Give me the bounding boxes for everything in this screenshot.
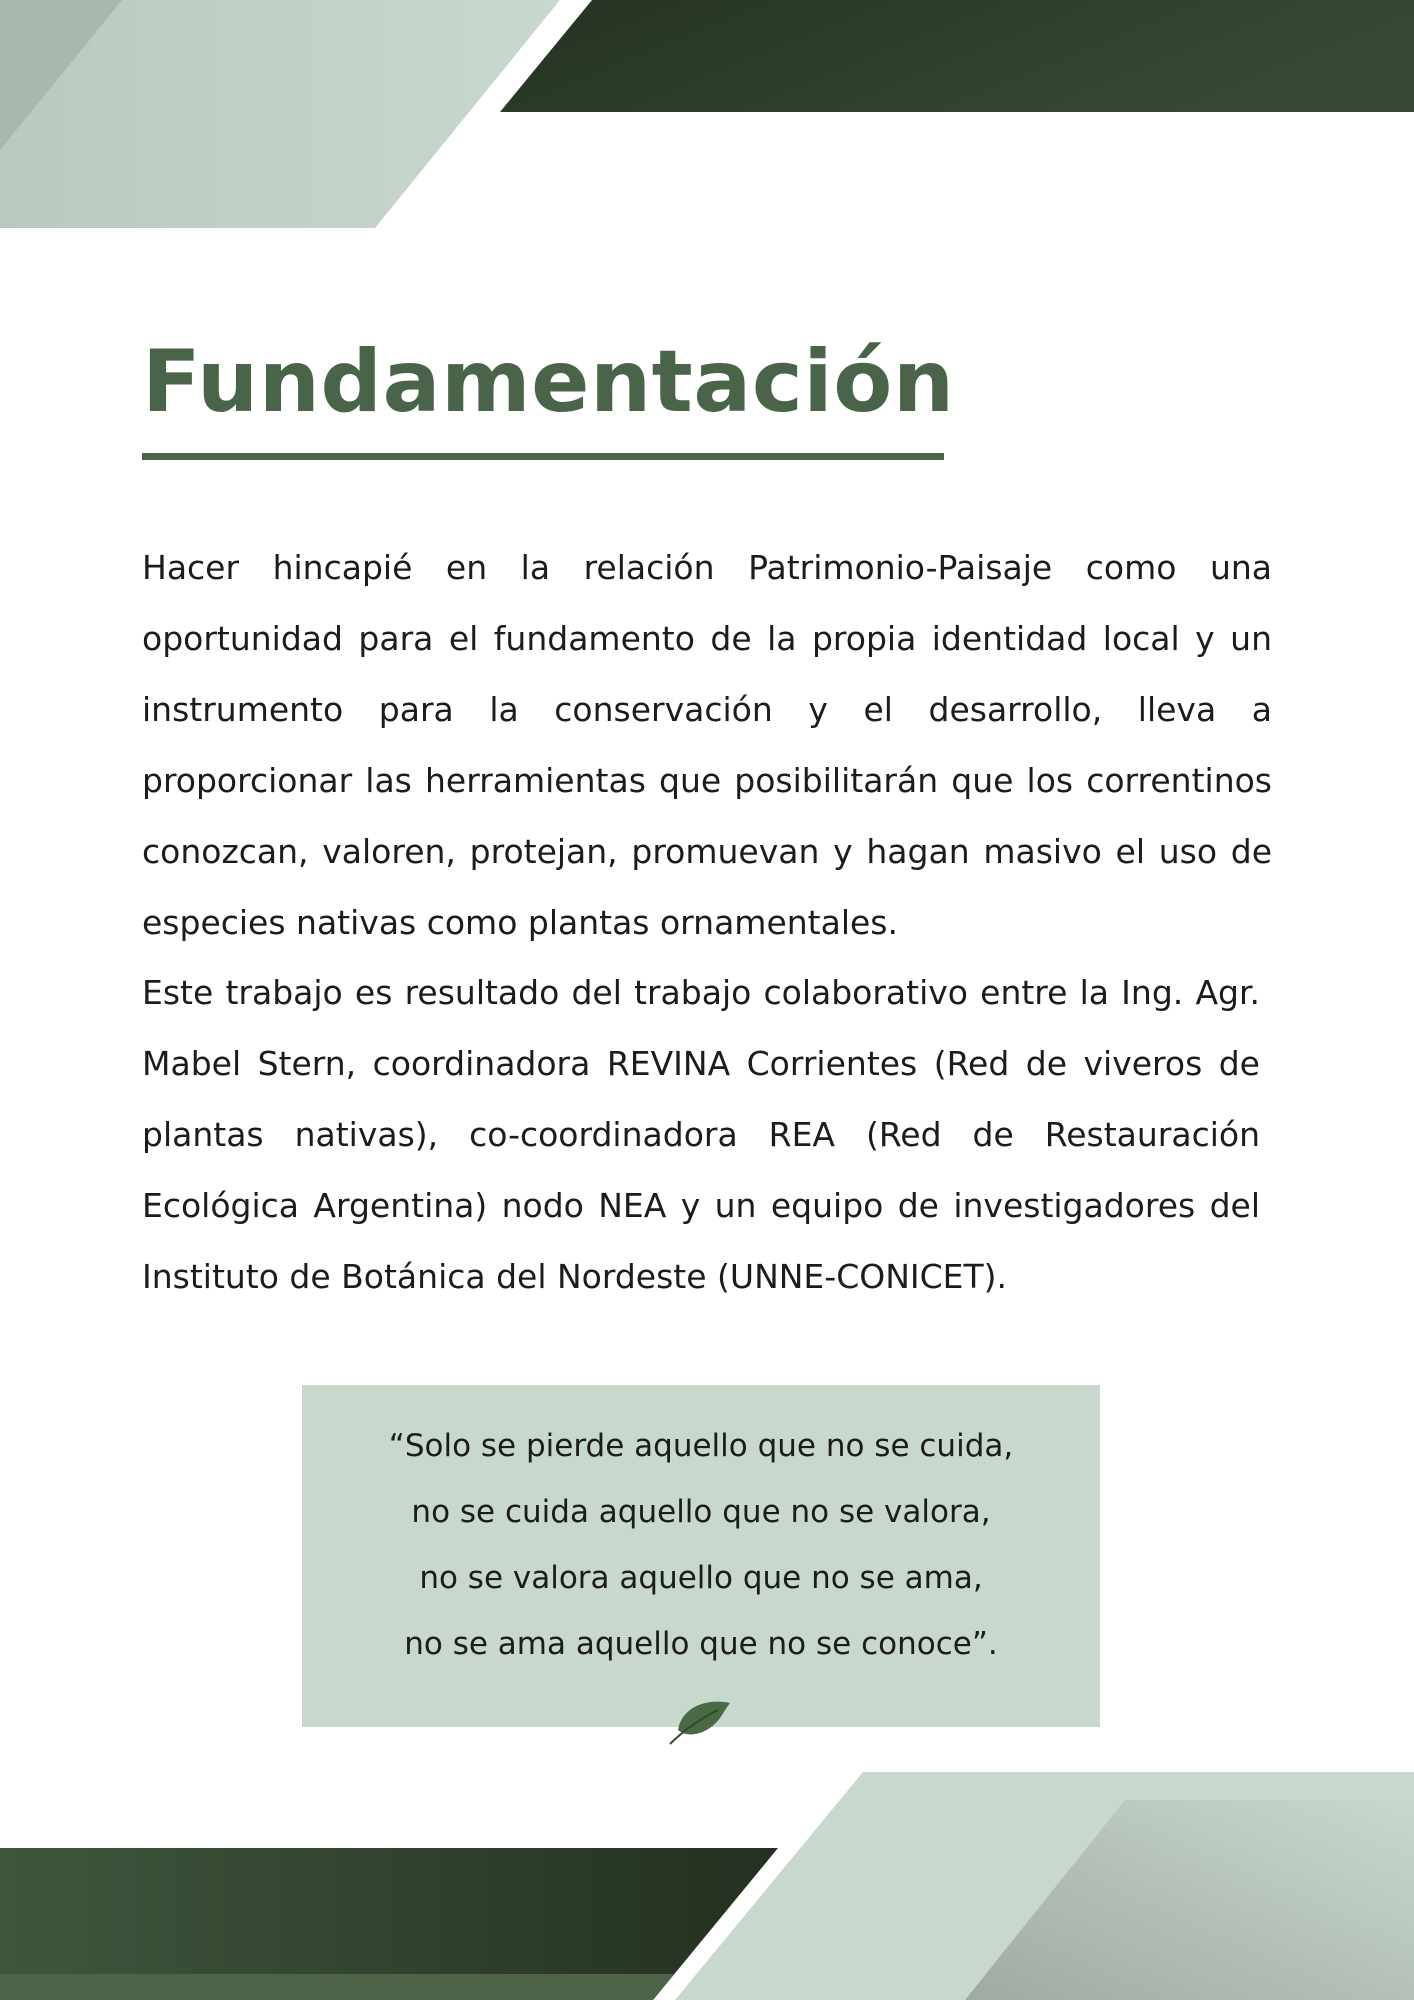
quote-line: no se cuida aquello que no se valora,	[411, 1494, 991, 1530]
paragraph-colaboracion: Este trabajo es resultado del trabajo colaborativo entre la Ing. Agr. Mabel Stern, coordinadora REVINA Corrientes (Red de viveros de plantas nativas), co-coordinadora REA (Red de Restauración Ecológica Argentina) nodo NEA y un equipo de investigadores del Instituto de Botánica del Nordeste (UNNE-CONICET).	[142, 973, 1260, 1296]
quote-line: “Solo se pierde aquello que no se cuida,	[388, 1428, 1014, 1464]
leaf-icon	[668, 1700, 730, 1748]
page-title: Fundamentación	[142, 332, 955, 432]
quote-line: no se ama aquello que no se conoce”.	[404, 1626, 998, 1662]
quote-box	[302, 1385, 1100, 1727]
quote-line: no se valora aquello que no se ama,	[419, 1560, 983, 1596]
title-underline	[142, 453, 944, 460]
paragraph-patrimonio: Hacer hincapié en la relación Patrimonio-Paisaje como una oportunidad para el fundamento de la propia identidad local y un instrumento para la conservación y el desarrollo, lleva a proporcionar las herramientas que posibilitarán que los correntinos conozcan, valoren, protejan, promuevan y hagan masivo el uso de especies nativas como plantas ornamentales.	[142, 548, 1272, 942]
